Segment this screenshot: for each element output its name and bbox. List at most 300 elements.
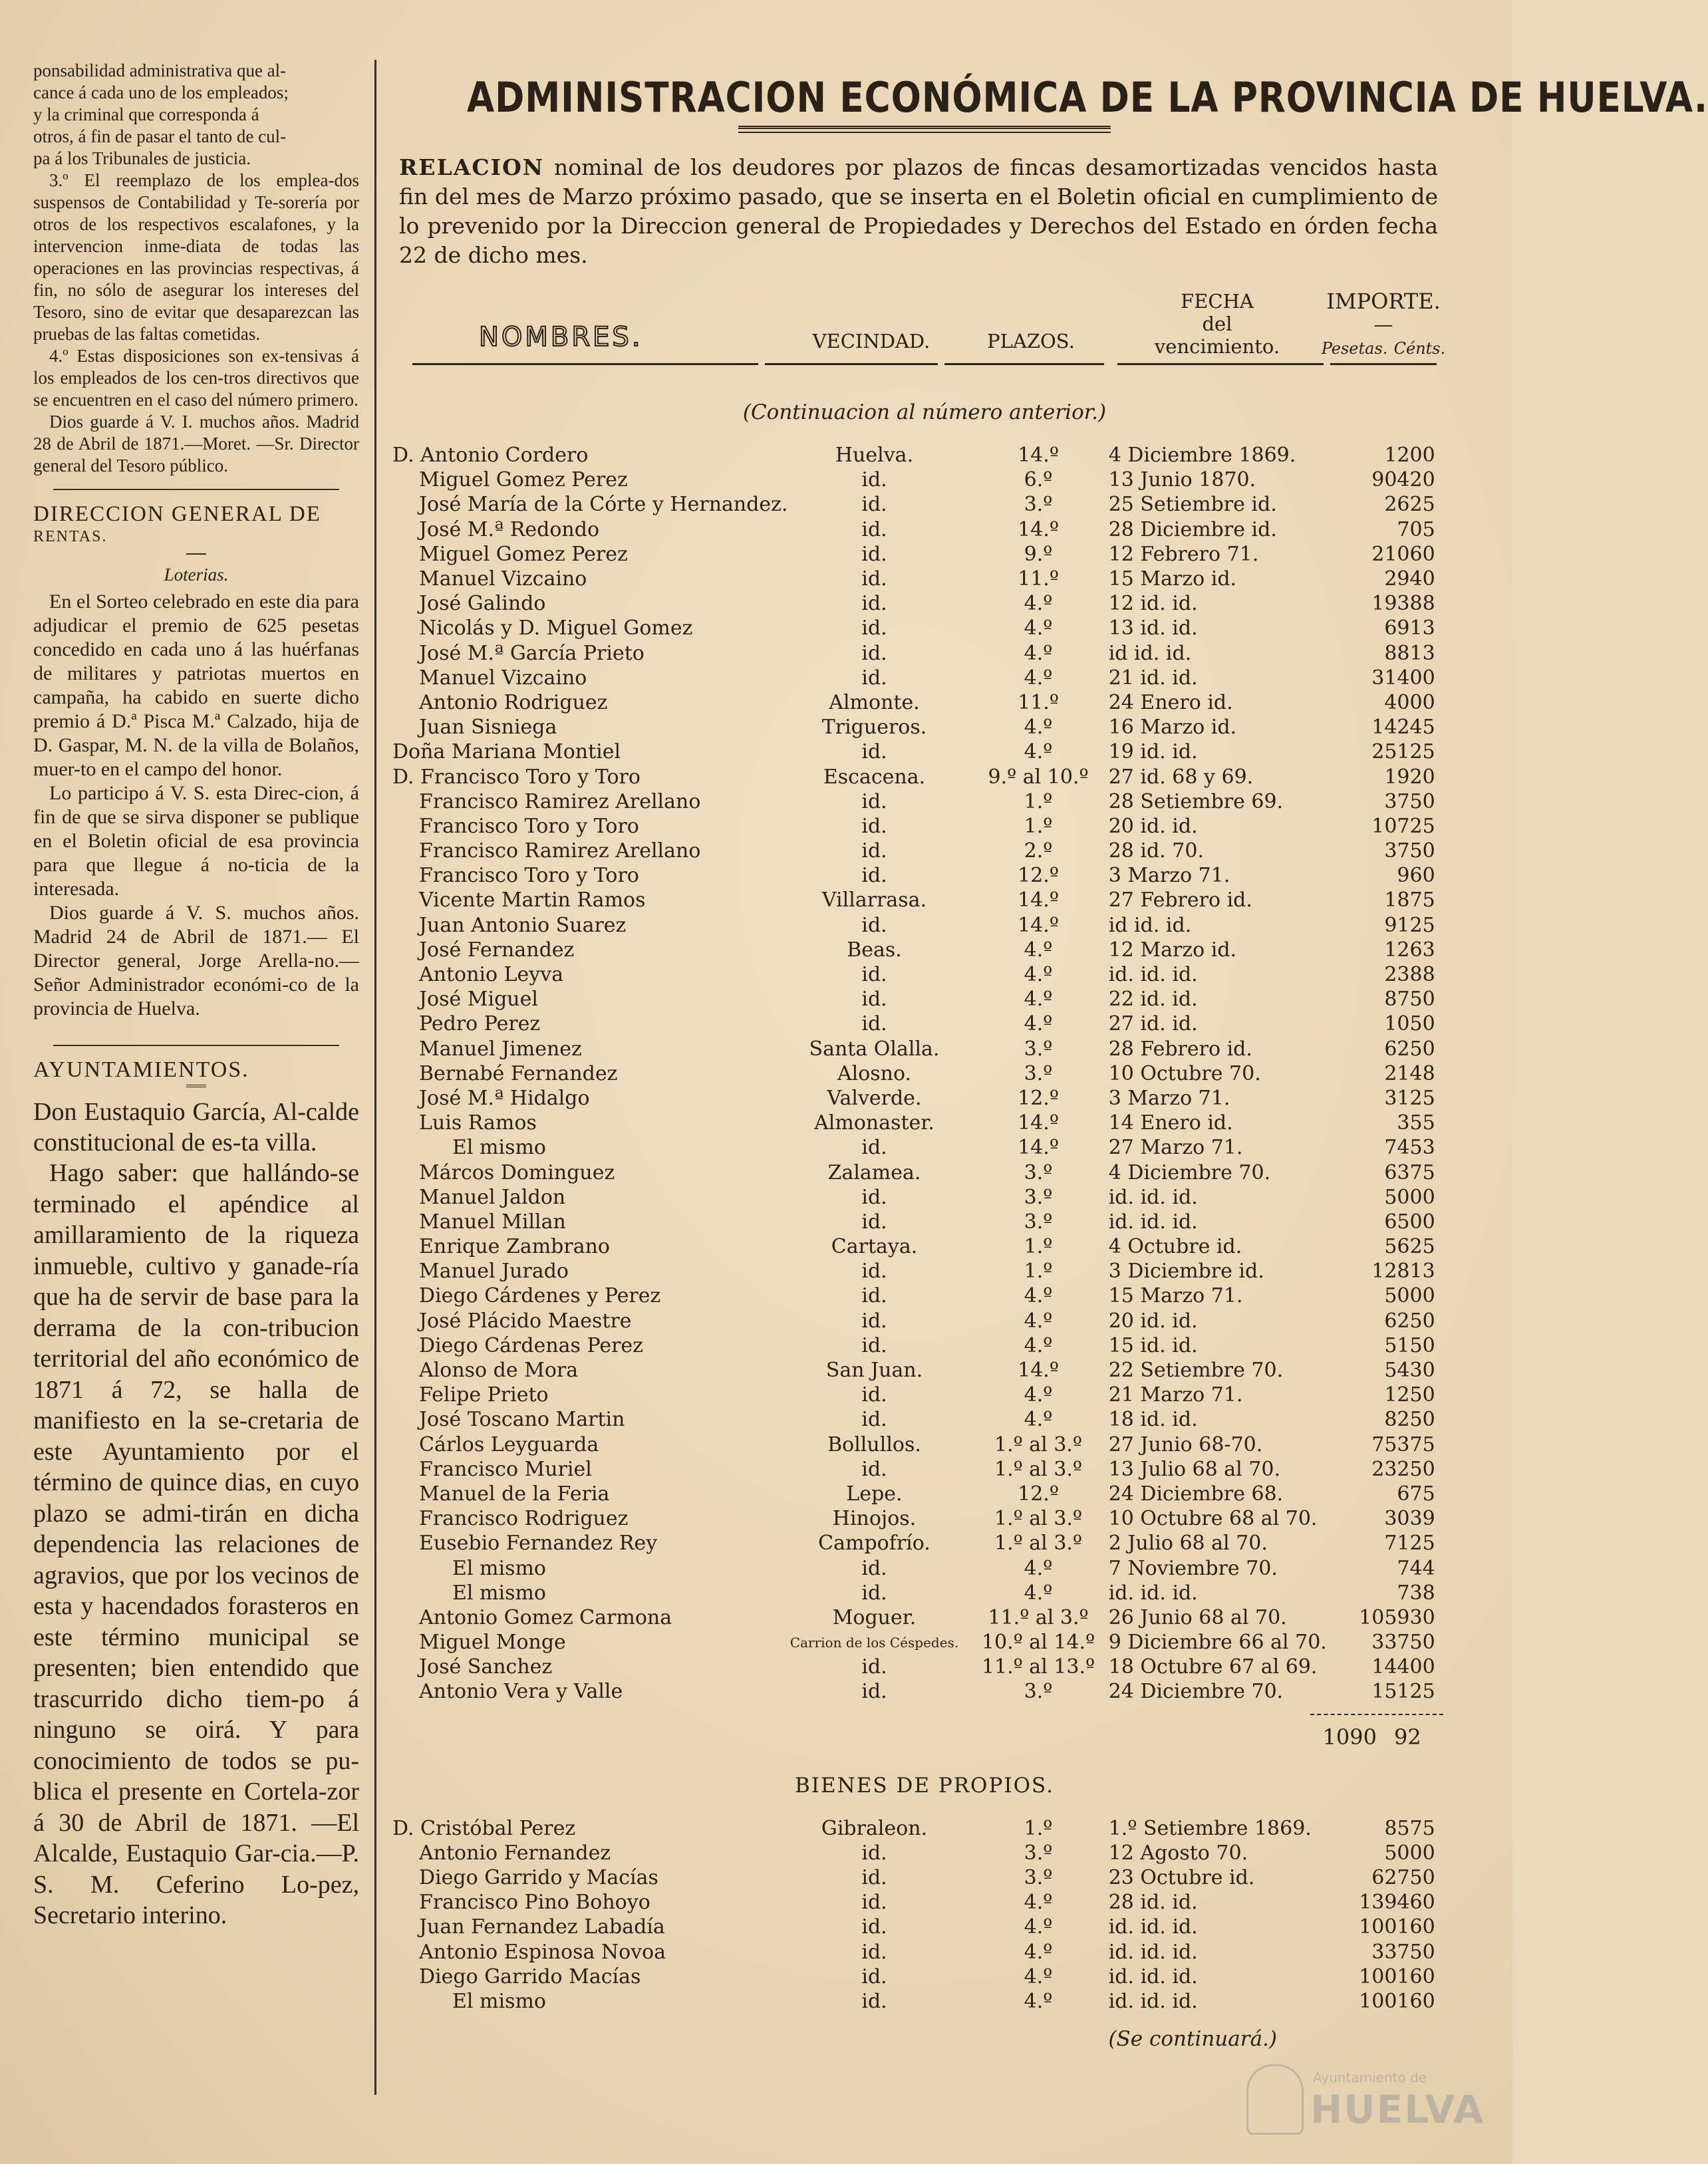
plazo-cell: 4.º [1024, 592, 1053, 616]
cents-cell: 25 [1409, 814, 1435, 838]
text-line: pa á los Tribunales de justicia. [33, 148, 251, 168]
cents-cell: 00 [1409, 1655, 1435, 1679]
plazo-cell: 12.º [1018, 1086, 1059, 1110]
debtor-name: Felipe Prieto [419, 1383, 549, 1407]
table-row [392, 690, 1457, 715]
vecindad-cell: Escacena. [823, 765, 926, 789]
vecindad-cell: Beas. [847, 938, 902, 962]
pesetas-cell: 51 [1384, 1333, 1410, 1357]
plazo-cell: 11.º [1018, 567, 1059, 591]
plazo-cell: 4.º [1024, 1012, 1053, 1036]
debtor-name: Manuel de la Feria [419, 1482, 610, 1506]
vecindad-cell: id. [861, 542, 887, 566]
pesetas-cell: 82 [1384, 1408, 1410, 1432]
cents-cell: 88 [1409, 963, 1435, 987]
header-pesetas: Pesetas. [1321, 339, 1388, 358]
vecindad-cell: id. [861, 1309, 887, 1333]
vecindad-cell: id. [861, 1284, 887, 1308]
cents-cell: 25 [1409, 493, 1435, 517]
debtor-name: Francisco Toro y Toro [419, 814, 639, 838]
cents-cell: 25 [1409, 1680, 1435, 1704]
debtor-name: Francisco Ramirez Arellano [419, 789, 701, 813]
cents-cell: 00 [1409, 1284, 1435, 1308]
debtor-name: Francisco Pino Bohoyo [419, 1891, 650, 1915]
table-row [392, 1160, 1457, 1184]
pesetas-cell: 337 [1371, 1940, 1410, 1964]
fecha-cell: 22 Setiembre 70. [1108, 1359, 1284, 1383]
text-line: cance á cada uno de los empleados; [33, 82, 289, 102]
table-row [392, 1865, 1457, 1890]
cents-cell: 30 [1409, 1359, 1435, 1383]
plazo-cell: 1.º [1024, 814, 1053, 838]
header-fecha [1117, 290, 1317, 358]
pesetas-cell: 23 [1384, 963, 1410, 987]
debtor-name: José M.ª García Prieto [419, 641, 644, 665]
plazo-cell: 2.º [1024, 839, 1053, 863]
plazo-cell: 14.º [1018, 517, 1059, 541]
loterias-closing: Dios guarde á V. S. muchos años. Madrid 24 de Abril de 1871.— El Director general, Jorge Arella-no.—Señor Administrador económi-co de la provincia de Huelva. [33, 902, 359, 1019]
vecindad-cell: id. [861, 1964, 887, 1988]
pesetas-cell: 62 [1384, 1037, 1410, 1061]
fecha-cell: 25 Setiembre id. [1108, 493, 1277, 517]
plazo-cell: 1.º [1024, 1235, 1053, 1259]
header-importe-title: IMPORTE. [1326, 289, 1441, 314]
table-row [392, 1284, 1457, 1308]
cents-cell: 60 [1409, 1989, 1435, 2013]
fecha-cell: id. id. id. [1108, 963, 1198, 987]
continuation-note: (Continuacion al número anterior.) [742, 400, 1107, 424]
fecha-cell: id. id. id. [1108, 1989, 1198, 2013]
debtor-name: Francisco Ramirez Arellano [419, 839, 701, 863]
cents-cell: 00 [1409, 666, 1435, 690]
vecindad-cell: Zalamea. [827, 1160, 921, 1184]
pesetas-cell: 627 [1371, 1866, 1410, 1890]
plazo-cell: 14.º [1018, 1111, 1059, 1135]
plazo-cell: 4.º [1024, 1408, 1053, 1432]
left-column [33, 60, 359, 1931]
vecindad-cell: Santa Olalla. [809, 1037, 940, 1061]
fecha-cell: 24 Diciembre 70. [1108, 1680, 1284, 1704]
pesetas-cell: 50 [1384, 1841, 1410, 1865]
table-row [392, 1679, 1457, 1704]
pesetas-cell: 1001 [1359, 1964, 1410, 1988]
debtor-name: Francisco Muriel [419, 1457, 592, 1481]
vecindad-cell: id. [861, 1556, 887, 1580]
plazo-cell: 4.º [1024, 963, 1053, 987]
fecha-cell: 20 id. id. [1108, 814, 1198, 838]
fecha-cell: 24 Enero id. [1108, 690, 1233, 714]
text-line: otros, á fin de pasar el tanto de cul- [33, 126, 287, 146]
cents-cell: 50 [1409, 1940, 1435, 1964]
cents-cell: 50 [1409, 1408, 1435, 1432]
table-row [392, 616, 1457, 640]
cents-cell: 48 [1409, 1061, 1435, 1085]
cents-cell: 75 [1409, 1432, 1435, 1456]
table-header [392, 290, 1457, 363]
vecindad-cell: id. [861, 1210, 887, 1234]
vecindad-cell: id. [861, 1915, 887, 1939]
plazo-cell: 6.º [1024, 468, 1053, 492]
debtor-name: Diego Garrido Macías [419, 1964, 641, 1988]
relacion-intro [399, 153, 1438, 270]
column-divider [374, 60, 376, 2095]
pesetas-cell: 18 [1384, 888, 1410, 912]
pesetas-cell: 151 [1371, 1680, 1410, 1704]
pesetas-cell: 54 [1384, 1359, 1410, 1383]
debtor-name: Juan Sisniega [419, 716, 557, 740]
fecha-cell: 20 id. id. [1108, 1309, 1198, 1333]
plazo-cell: 14.º [1018, 1136, 1059, 1160]
plazo-cell: 4.º [1024, 938, 1053, 962]
vecindad-cell: Bollullos. [827, 1432, 921, 1456]
header-vecindad: VECINDAD. [812, 330, 930, 352]
closing-signature: Dios guarde á V. I. muchos años. Madrid 28 de Abril de 1871.—Moret. —Sr. Director general del Tesoro público. [33, 412, 359, 475]
debtor-name: Manuel Jaldon [419, 1185, 566, 1209]
table-row [392, 1358, 1457, 1383]
fecha-cell: 16 Marzo id. [1108, 716, 1237, 740]
plazo-cell: 1.º al 3.º [994, 1532, 1083, 1555]
table-row [392, 987, 1457, 1012]
vecindad-cell: id. [861, 1457, 887, 1481]
header-nombres: NOMBRES. [479, 322, 643, 352]
table-row [392, 814, 1457, 839]
pesetas-cell: 1001 [1359, 1915, 1410, 1939]
cents-cell: 13 [1409, 641, 1435, 665]
table-row [392, 666, 1457, 690]
vecindad-cell: id. [861, 666, 887, 690]
vecindad-cell: id. [861, 864, 887, 888]
pesetas-cell: 7 [1397, 517, 1410, 541]
divider [53, 489, 339, 490]
vecindad-cell: id. [861, 493, 887, 517]
vecindad-cell: id. [861, 468, 887, 492]
fecha-cell: 13 id. id. [1108, 616, 1198, 640]
fecha-cell: 3 Marzo 71. [1108, 1086, 1230, 1110]
table-row [392, 1383, 1457, 1407]
plazo-cell: 12.º [1018, 864, 1059, 888]
pesetas-cell: 12 [1384, 938, 1410, 962]
plazo-cell: 1.º [1024, 1816, 1053, 1840]
divider [53, 1045, 339, 1046]
vecindad-cell: Gibraleon. [821, 1816, 928, 1840]
header-fecha-line: del [1202, 313, 1232, 335]
pesetas-cell: 56 [1384, 1235, 1410, 1259]
cents-cell: 63 [1409, 938, 1435, 962]
plazo-cell: 4.º [1024, 1383, 1053, 1407]
table-row [392, 1111, 1457, 1135]
pesetas-cell: 50 [1384, 1284, 1410, 1308]
debtors-table [392, 443, 1457, 1704]
debtor-name: José Sanchez [419, 1655, 553, 1679]
table-row [392, 1915, 1457, 1939]
plazo-cell: 14.º [1018, 888, 1059, 912]
loterias-paragraph-2: Lo participo á V. S. esta Direc-cion, á fin de que se sirva disponer se publique en el Boletin oficial de esa provincia para que llegue á no-ticia de la interesada. [33, 782, 359, 900]
vecindad-cell: id. [861, 789, 887, 813]
pesetas-cell: 69 [1384, 616, 1410, 640]
table-row [392, 1037, 1457, 1061]
header-fecha-line: vencimiento. [1154, 335, 1280, 358]
fecha-cell: 27 id. 68 y 69. [1108, 765, 1254, 789]
fecha-cell: 15 id. id. [1108, 1333, 1198, 1357]
debtor-name: Antonio Rodriguez [419, 690, 608, 714]
fecha-cell: 24 Diciembre 68. [1108, 1482, 1284, 1506]
table-row [392, 764, 1457, 789]
plazo-cell: 3.º [1024, 1866, 1053, 1890]
plazo-cell: 4.º [1024, 1333, 1053, 1357]
table-row [392, 542, 1457, 567]
fecha-cell: 9 Diciembre 66 al 70. [1108, 1631, 1327, 1655]
plazo-cell: 11.º [1018, 690, 1059, 714]
cents-cell: 60 [1409, 542, 1435, 566]
plazo-cell: 4.º [1024, 716, 1053, 740]
pesetas-cell: 753 [1371, 1432, 1410, 1456]
fecha-cell: id id. id. [1108, 913, 1192, 937]
cents-cell: 50 [1409, 1866, 1435, 1890]
watermark-small-text: Ayuntamiento de [1313, 2070, 1427, 2086]
loterias-heading: Loterias. [164, 565, 229, 585]
cents-cell: 25 [1409, 1235, 1435, 1259]
debtor-name: José Plácido Maestre [419, 1309, 632, 1333]
fecha-cell: 28 id. id. [1108, 1891, 1198, 1915]
propios-table [392, 1816, 1457, 2014]
table-row [392, 789, 1457, 814]
pesetas-cell: 50 [1384, 1185, 1410, 1209]
cents-cell: 75 [1409, 888, 1435, 912]
debtor-name: Eusebio Fernandez Rey [419, 1532, 658, 1555]
plazo-cell: 4.º [1024, 988, 1053, 1012]
fecha-cell: 15 Marzo id. [1108, 567, 1237, 591]
vecindad-cell: id. [861, 1940, 887, 1964]
fecha-cell: 23 Octubre id. [1108, 1866, 1255, 1890]
debtor-name: El mismo [452, 1556, 546, 1580]
vecindad-cell: Alosno. [837, 1061, 912, 1085]
table-row [392, 1482, 1457, 1506]
plazo-cell: 11.º al 13.º [981, 1655, 1095, 1679]
vecindad-cell: Villarrasa. [821, 888, 927, 912]
table-row [392, 1185, 1457, 1210]
vecindad-cell: id. [861, 963, 887, 987]
vecindad-cell: id. [861, 1136, 887, 1160]
total-line [392, 1704, 1457, 1764]
plazo-cell: 9.º [1024, 542, 1053, 566]
rule [1330, 363, 1437, 365]
cents-cell: 20 [1409, 765, 1435, 789]
debtor-name: Pedro Perez [419, 1012, 541, 1036]
cents-cell: 44 [1409, 1556, 1435, 1580]
debtor-name: José Galindo [419, 592, 546, 616]
table-row [392, 1989, 1457, 2014]
vecindad-cell: id. [861, 517, 887, 541]
vecindad-cell: id. [861, 1866, 887, 1890]
ayuntamiento-notice: Hago saber: que hallándo-se terminado el apéndice al amillaramiento de la riqueza inmueble, cultivo y ganade-ría que ha de servir de base para la derrama de la con-tribucion territorial del año económico de 1871 á 72, se halla de manifiesto en la se-cretaria de este Ayuntamiento por el término de quince dias, en cuyo plazo se admi-tirán en dicha dependencia las relaciones de agravios, que por los vecinos de esta y hacendados forasteros en este término municipal se presenten; bien entendido que trascurrido dicho tiem-po á ninguno se oirá. Y para conocimiento de todos se pu-blica el presente en Cortela-zor á 30 de Abril de 1871. —El Alcalde, Eustaquio Gar-cia.—P. S. M. Ceferino Lo-pez, Secretario interino. [33, 1159, 359, 1929]
table-row [392, 1061, 1457, 1086]
debtor-name: Vicente Martin Ramos [419, 888, 646, 912]
vecindad-cell: Moguer. [832, 1605, 917, 1629]
pesetas-cell: 107 [1371, 814, 1410, 838]
section-title-ayuntamientos: AYUNTAMIENTOS. [33, 1057, 249, 1082]
pesetas-cell: 87 [1384, 988, 1410, 1012]
vecindad-cell: Lepe. [846, 1482, 903, 1506]
total-rule [1310, 1714, 1443, 1715]
debtor-name: Antonio Espinosa Novoa [419, 1940, 666, 1964]
table-row [392, 1581, 1457, 1605]
total-pesetas: 1090 [1322, 1724, 1377, 1750]
table-row [392, 1259, 1457, 1284]
header-plazos: PLAZOS. [987, 330, 1075, 352]
cents-cell: 45 [1409, 716, 1435, 740]
pesetas-cell: 314 [1371, 666, 1410, 690]
debtor-name: Miguel Gomez Perez [419, 468, 628, 492]
cents-cell: 75 [1409, 1160, 1435, 1184]
cents-cell: 05 [1409, 517, 1435, 541]
table-row [392, 863, 1457, 888]
vecindad-cell: Almonte. [829, 690, 920, 714]
fecha-cell: 27 Marzo 71. [1108, 1136, 1243, 1160]
vecindad-cell: San Juan. [825, 1359, 923, 1383]
plazo-cell: 4.º [1024, 666, 1053, 690]
fecha-cell: 12 Marzo id. [1108, 938, 1237, 962]
debtor-name: Antonio Fernandez [419, 1841, 611, 1865]
cents-cell: 25 [1409, 913, 1435, 937]
cents-cell: 60 [1409, 1891, 1435, 1915]
debtor-name: Juan Fernandez Labadía [419, 1915, 665, 1939]
fecha-cell: 12 Agosto 70. [1108, 1841, 1248, 1865]
fecha-cell: 21 Marzo 71. [1108, 1383, 1243, 1407]
plazo-cell: 1.º al 3.º [994, 1432, 1083, 1456]
plazo-cell: 3.º [1024, 1680, 1053, 1704]
table-row [392, 913, 1457, 938]
table-row [392, 492, 1457, 517]
table-row [392, 888, 1457, 912]
debtor-name: José Miguel [419, 988, 538, 1012]
table-row [392, 468, 1457, 492]
fecha-cell: 12 Febrero 71. [1108, 542, 1259, 566]
debtor-name: El mismo [452, 1136, 546, 1160]
vecindad-cell: id. [861, 1655, 887, 1679]
plazo-cell: 4.º [1024, 1284, 1053, 1308]
vecindad-cell: id. [861, 988, 887, 1012]
plazo-cell: 3.º [1024, 1061, 1053, 1085]
fecha-cell: 2 Julio 68 al 70. [1108, 1532, 1268, 1555]
fecha-cell: 22 id. id. [1108, 988, 1198, 1012]
rule [765, 363, 938, 365]
debtor-name: D. Francisco Toro y Toro [392, 765, 640, 789]
pesetas-cell: 128 [1371, 1260, 1410, 1284]
pesetas-cell: 12 [1384, 1383, 1410, 1407]
pesetas-cell: 71 [1384, 1532, 1410, 1555]
debtor-name: El mismo [452, 1581, 546, 1605]
debtor-name: Enrique Zambrano [419, 1235, 610, 1259]
pesetas-cell: 6 [1397, 1482, 1410, 1506]
fecha-cell: 18 id. id. [1108, 1408, 1198, 1432]
table-row [392, 1457, 1457, 1482]
plazo-cell: 4.º [1024, 1989, 1053, 2013]
pesetas-cell: 29 [1384, 567, 1410, 591]
table-row [392, 740, 1457, 764]
right-column [392, 73, 1708, 2072]
fecha-cell: 28 id. 70. [1108, 839, 1204, 863]
cents-cell: 60 [1409, 1915, 1435, 1939]
fecha-cell: 13 Junio 1870. [1108, 468, 1256, 492]
text-line: y la criminal que corresponda á [33, 104, 259, 124]
plazo-cell: 4.º [1024, 1891, 1053, 1915]
fecha-cell: 3 Marzo 71. [1108, 864, 1230, 888]
table-row [392, 1135, 1457, 1160]
debtor-name: Nicolás y D. Miguel Gomez [419, 616, 693, 640]
header-cents: Cénts. [1393, 339, 1446, 358]
debtor-name: Bernabé Fernandez [419, 1061, 618, 1085]
vecindad-cell: Valverde. [827, 1086, 922, 1110]
plazo-cell: 4.º [1024, 1940, 1053, 1964]
pesetas-cell: 31 [1384, 1086, 1410, 1110]
pesetas-cell: 91 [1384, 913, 1410, 937]
cents-cell: 75 [1409, 1816, 1435, 1840]
cents-cell: 50 [1409, 1333, 1435, 1357]
debtors-table-body [392, 443, 1457, 1704]
pesetas-cell: 12 [1384, 444, 1410, 468]
vecindad-cell: id. [861, 1260, 887, 1284]
cents-cell: 39 [1409, 1507, 1435, 1531]
cents-cell: 75 [1409, 1482, 1435, 1506]
vecindad-cell: id. [861, 592, 887, 616]
section-title-propios: BIENES DE PROPIOS. [795, 1773, 1054, 1798]
fecha-cell: 27 Junio 68-70. [1108, 1432, 1263, 1456]
cents-cell: 00 [1409, 1210, 1435, 1234]
pesetas-cell: 26 [1384, 493, 1410, 517]
plazo-cell: 3.º [1024, 1160, 1053, 1184]
divider-short [186, 553, 206, 555]
header-importe [1310, 290, 1457, 360]
plazo-cell: 14.º [1018, 444, 1059, 468]
vecindad-cell: id. [861, 641, 887, 665]
table-row [392, 567, 1457, 591]
rule [944, 363, 1104, 365]
loterias-paragraph: En el Sorteo celebrado en este dia para adjudicar el premio de 625 pesetas concedido en cada uno á las huérfanas de militares y patriotas muertos en campaña, ha cabido en suerte dicho premio á D.ª Pisca M.ª Calzado, hija de D. Gaspar, M. N. de la villa de Bolaños, muer-to en el campo del honor. [33, 591, 359, 780]
watermark-big-text: HUELVA [1310, 2087, 1485, 2132]
se-continuara: (Se continuará.) [1108, 2027, 1277, 2052]
header-importe-dash: — [1373, 313, 1393, 336]
vecindad-cell: Almonaster. [814, 1111, 934, 1135]
vecindad-cell: Campofrío. [818, 1532, 930, 1555]
table-row [392, 1407, 1457, 1432]
plazo-cell: 3.º [1024, 1037, 1053, 1061]
section-subtitle-rentas: RENTAS. [33, 528, 108, 545]
table-row [392, 839, 1457, 863]
cents-cell: 50 [1409, 1457, 1435, 1481]
cents-cell: 50 [1409, 1309, 1435, 1333]
table-row [392, 938, 1457, 962]
fecha-cell: 28 Setiembre 69. [1108, 789, 1284, 813]
debtor-name: Manuel Vizcaino [419, 666, 587, 690]
table-row [392, 1086, 1457, 1111]
pesetas-cell: 63 [1384, 1160, 1410, 1184]
cents-cell: 50 [1409, 789, 1435, 813]
vecindad-cell: id. [861, 1012, 887, 1036]
fecha-cell: 7 Noviembre 70. [1108, 1556, 1278, 1580]
debtor-name: José M.ª Hidalgo [419, 1086, 590, 1110]
debtor-name: Cárlos Leyguarda [419, 1432, 599, 1456]
vecindad-cell: Trigueros. [821, 716, 927, 740]
table-row [392, 1816, 1457, 1841]
vecindad-cell: id. [861, 1989, 887, 2013]
debtor-name: Miguel Gomez Perez [419, 542, 628, 566]
cents-cell: 50 [1409, 1012, 1435, 1036]
vecindad-cell: Huelva. [835, 444, 914, 468]
cents-cell: 25 [1409, 1532, 1435, 1555]
debtor-name: Antonio Vera y Valle [419, 1680, 623, 1704]
plazo-cell: 11.º al 3.º [988, 1605, 1089, 1629]
table-row [392, 517, 1457, 542]
